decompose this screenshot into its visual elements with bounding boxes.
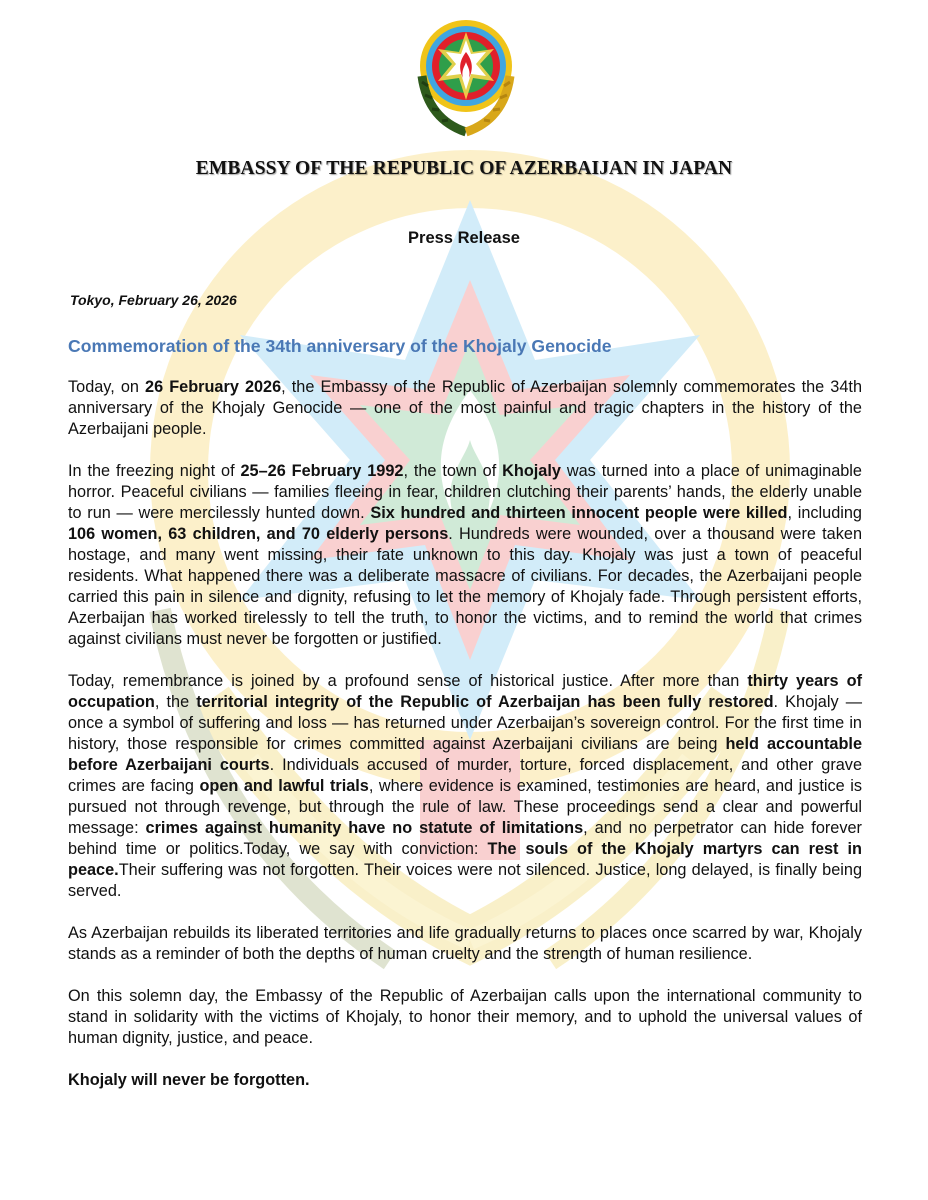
paragraph-2: In the freezing night of 25–26 February 1992, the town of Khojaly was turned into a place of unimaginable horror. Peaceful civilians — families fleeing in fear, children clutching their parents’ hands, the elderly unable to run — were mercilessly hunted down. Six hundred and thirteen innocent people were killed, including 106 women, 63 children, and 70 elderly persons. Hundreds were wounded, over a thousand were taken hostage, and many went missing, their fate unknown to this day. Khojaly was just a town of peaceful residents. What happened there was a deliberate massacre of civilians. For decades, the Azerbaijani people carried this pain in silence and dignity, refusing to let the memory of Khojaly fade. Through persistent efforts, Azerbaijan has worked tirelessly to tell the truth, to honor the victims, and to remind the world that crimes against civilians must never be forgotten or justified.: [68, 462, 862, 648]
dateline: Tokyo, February 26, 2026: [70, 292, 237, 308]
highlight-accountability: held accountable before Azerbaijani courts: [68, 735, 863, 774]
highlight-martyrs: The souls of the Khojaly martyrs can rest in peace.: [68, 840, 862, 879]
paragraph-3: Today, remembrance is joined by a profound sense of historical justice. After more than thirty years of occupation, the territorial integrity of the Republic of Azerbaijan has been fully restored. Khojaly — once a symbol of suffering and loss — has returned under Azerbaijan’s sovereign control. For the first time in history, those responsible for crimes committed against Azerbaijani civilians are being held accountable before Azerbaijani courts. Individuals accused of murder, torture, forced displacement, and other grave crimes are facing open and lawful trials, where evidence is examined, testimonies are heard, and justice is pursued not through revenge, but through the rule of law. These proceedings send a clear and powerful message: crimes against humanity have no statute of limitations, and no perpetrator can hide forever behind time or politics.Today, we say with conviction: The souls of the Khojaly martyrs can rest in peace.Their suffering was not forgotten. Their voices were not silenced. Justice, long delayed, is finally being served.: [68, 672, 863, 900]
highlight-victim-breakdown: 106 women, 63 children, and 70 elderly persons: [68, 525, 449, 543]
highlight-town: Khojaly: [502, 462, 561, 480]
highlight-no-statute: crimes against humanity have no statute of limitations: [145, 819, 584, 837]
paragraph-4: As Azerbaijan rebuilds its liberated territories and life gradually returns to places once scarred by war, Khojaly stands as a reminder of both the depths of human cruelty and the strength of human resilience.: [68, 924, 862, 963]
document-type-heading: Press Release: [408, 229, 520, 247]
azerbaijan-coat-of-arms-emblem: [412, 16, 520, 140]
paragraph-1: Today, on 26 February 2026, the Embassy of the Republic of Azerbaijan solemnly commemorates the 34th anniversary of the Khojaly Genocide — one of the most painful and tragic chapters in the history of the Azerbaijani people.: [68, 378, 862, 438]
highlight-trials: open and lawful trials: [199, 777, 369, 795]
press-release-headline: Commemoration of the 34th anniversary of the Khojaly Genocide: [68, 336, 612, 356]
paragraph-5: On this solemn day, the Embassy of the Republic of Azerbaijan calls upon the international community to stand in solidarity with the victims of Khojaly, to honor their memory, and to uphold the universal values of human dignity, justice, and peace.: [68, 987, 862, 1047]
highlight-killed-count: Six hundred and thirteen innocent people were killed: [370, 504, 788, 522]
highlight-night-date: 25–26 February 1992: [240, 462, 404, 480]
embassy-title: EMBASSY OF THE REPUBLIC OF AZERBAIJAN IN JAPAN: [195, 158, 733, 179]
highlight-territorial-integrity: territorial integrity of the Republic of Azerbaijan has been fully restored: [196, 693, 774, 711]
closing-statement: Khojaly will never be forgotten.: [68, 1071, 310, 1089]
press-release-body: [68, 377, 862, 1112]
highlight-date: 26 February 2026: [145, 378, 282, 396]
highlight-occupation: thirty years of occupation: [68, 672, 862, 711]
